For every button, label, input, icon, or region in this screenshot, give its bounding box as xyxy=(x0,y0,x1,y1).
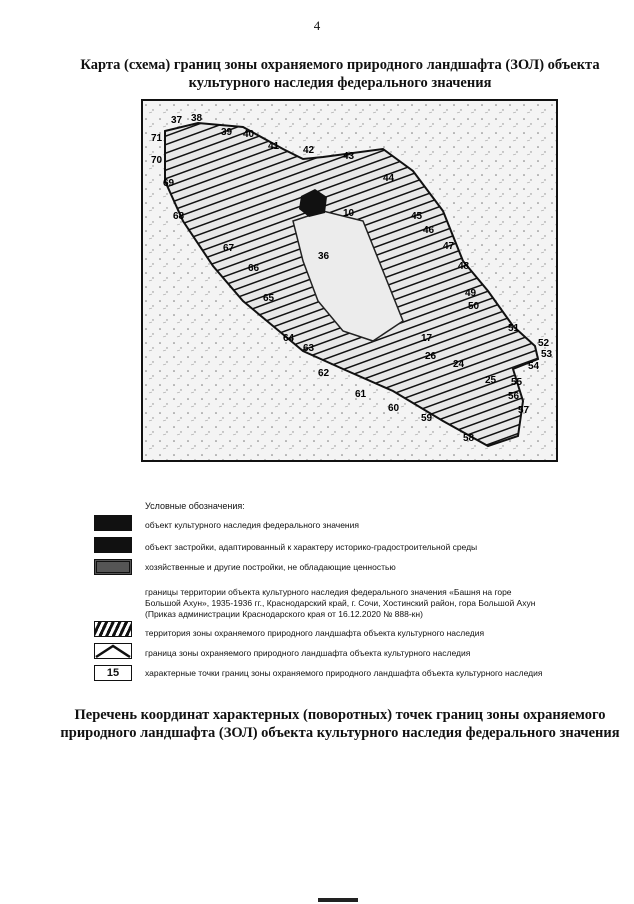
map-point-label: 67 xyxy=(223,243,235,254)
legend-item-characteristic-points: характерные точки границ зоны охраняемого природного ландшафта объекта культурного наследия xyxy=(145,668,543,678)
map-point-label: 55 xyxy=(511,377,523,388)
map-point-label: 62 xyxy=(318,368,330,379)
map-point-label: 43 xyxy=(343,151,355,162)
coords-title: Перечень координат характерных (поворотных) точек границ зоны охраняемого природного ландшафта (ЗОЛ) объекта культурного наследия федерального значения xyxy=(60,707,620,741)
map-point-label: 41 xyxy=(268,141,280,152)
map-point-label: 60 xyxy=(388,403,400,414)
map-point-label: 66 xyxy=(248,263,260,274)
legend-symbol-adapted-building xyxy=(94,537,132,553)
legend-symbol-zol-boundary xyxy=(94,643,132,659)
map-scheme xyxy=(141,99,558,462)
map-point-label: 24 xyxy=(453,359,465,370)
map-point-label: 53 xyxy=(541,349,553,360)
map-title: Карта (схема) границ зоны охраняемого природного ландшафта (ЗОЛ) объекта культурного наследия федерального значения xyxy=(80,57,600,91)
legend-item-zol-territory: территория зоны охраняемого природного ландшафта объекта культурного наследия xyxy=(145,628,485,638)
map-point-label: 47 xyxy=(443,241,455,252)
map-point-label: 50 xyxy=(468,301,480,312)
map-point-label: 44 xyxy=(383,173,395,184)
map-point-label: 51 xyxy=(508,323,520,334)
legend-header: Условные обозначения: xyxy=(145,501,245,511)
legend-symbol-point: 15 xyxy=(94,665,132,681)
map-point-label: 25 xyxy=(485,375,497,386)
legend-symbol-other-buildings xyxy=(94,559,132,575)
legend-item-adapted-building: объект застройки, адаптированный к характеру историко-градостроительной среды xyxy=(145,542,478,552)
map-point-label: 70 xyxy=(151,155,163,166)
legend-item-territory-boundary: границы территории объекта культурного наследия федерального значения «Башня на горе Большой Ахун», 1935-1936 гг., Краснодарский край, г. Сочи, Хостинский район, гора Большой Ахун (Приказ администрации Краснодарского края от 16.12.2020 № 888-кн) xyxy=(145,587,536,619)
map-point-label: 68 xyxy=(173,211,185,222)
map-point-label: 58 xyxy=(463,433,475,444)
legend-symbol-heritage-object xyxy=(94,515,132,531)
map-point-label: 40 xyxy=(243,129,255,140)
map-point-label: 38 xyxy=(191,113,203,124)
legend-item-heritage-object: объект культурного наследия федерального значения xyxy=(145,520,359,530)
map-point-label: 45 xyxy=(411,211,423,222)
page-cut-mark xyxy=(318,898,358,902)
map-point-label: 42 xyxy=(303,145,315,156)
map-point-label: 59 xyxy=(421,413,433,424)
legend-item-other-buildings: хозяйственные и другие постройки, не обладающие ценностью xyxy=(145,562,396,572)
legend-item-zol-boundary: граница зоны охраняемого природного ландшафта объекта культурного наследия xyxy=(145,648,471,658)
map-point-label: 36 xyxy=(318,251,330,262)
map-point-label: 69 xyxy=(163,178,175,189)
map-drawing xyxy=(143,101,556,460)
map-point-label: 63 xyxy=(303,343,315,354)
map-point-label: 65 xyxy=(263,293,275,304)
map-point-label: 46 xyxy=(423,225,435,236)
map-point-label: 39 xyxy=(221,127,233,138)
map-point-label: 10 xyxy=(343,208,355,219)
map-point-label: 61 xyxy=(355,389,367,400)
map-point-label: 71 xyxy=(151,133,163,144)
map-point-label: 37 xyxy=(171,115,183,126)
map-point-label: 48 xyxy=(458,261,470,272)
map-point-label: 56 xyxy=(508,391,520,402)
legend-symbol-zol-territory xyxy=(94,621,132,637)
map-point-label: 54 xyxy=(528,361,540,372)
map-point-label: 64 xyxy=(283,333,295,344)
map-point-label: 49 xyxy=(465,288,477,299)
map-point-label: 52 xyxy=(538,338,550,349)
map-point-label: 17 xyxy=(421,333,433,344)
map-point-label: 26 xyxy=(425,351,437,362)
page-number: 4 xyxy=(313,18,321,33)
map-point-label: 57 xyxy=(518,405,530,416)
